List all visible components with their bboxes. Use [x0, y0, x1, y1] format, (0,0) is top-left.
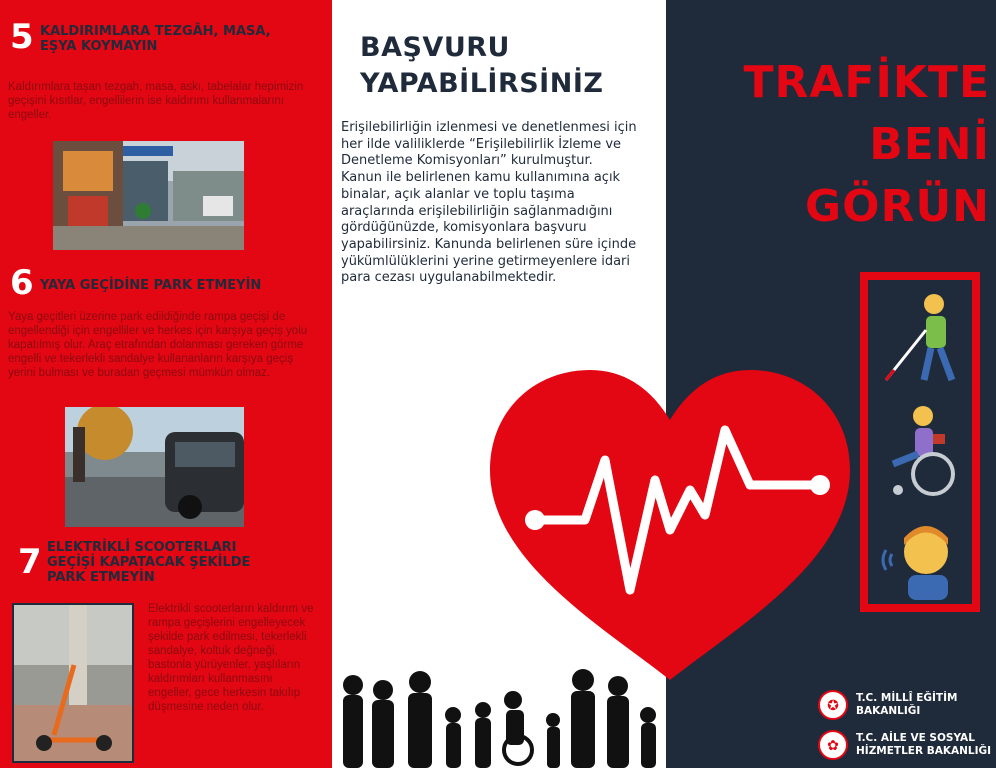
meb-logo-line2: BAKANLIĞI [856, 705, 921, 717]
item-7-number: 7 [18, 542, 42, 582]
item-6-title: YAYA GEÇİDİNE PARK ETMEYİN [40, 278, 262, 293]
people-silhouettes-icon [328, 660, 668, 768]
item-7-title-line2: GEÇİŞİ KAPATACAK ŞEKİLDE [47, 555, 251, 570]
item-5-title [40, 24, 330, 54]
item-5-number: 5 [10, 17, 34, 57]
apply-paragraph-2: Kanun ile belirlenen kamu kullanımına açık binalar, açık alanlar ve toplu taşıma araçlarında erişilebilirliğin sağlanmadığını gördüğünüzde, komisyonlara başvuru yapabilirsiniz. Kanunda belirlenen süre içinde yükümlülüklerini yerine getirmeyenlere idari para cezası uygulanabilmektedir. [341, 170, 637, 286]
ashb-logo-row [818, 730, 991, 760]
ashb-logo-icon: ✿ [818, 730, 848, 760]
item-6-body: Yaya geçitleri üzerine park edildiğinde rampa geçişi de engellendiği için engelliler ve herkes için karşıya geçiş yolu kapatılmış olur. Araç etrafından dolanması gereken görme engelli ve tekerlekli sandalye kullananların karşıya geçiş yerini bulması ve buradan geçmesi mümkün olmaz. [8, 311, 308, 379]
item-7-body: Elektrikli scooterların kaldırım ve rampa geçişlerini engelleyecek şekilde park edilmesi, tekerlekli sandalye, koltuk değneği, bastonla yürüyenler, yaşlıların kaldırımları kullanmasını engeller, gece herkesin takılıp düşmesine neden olur. [148, 603, 314, 713]
item-7-title-line1: ELEKTRİKLİ SCOOTERLARI [47, 540, 237, 555]
blind-person-with-cane-icon [876, 292, 966, 387]
meb-logo-line1: T.C. MİLLÎ EĞİTİM [856, 692, 958, 704]
item-7-title [47, 540, 307, 585]
deaf-person-icon [878, 520, 968, 600]
disability-icons-frame [860, 272, 980, 612]
car-on-crosswalk-photo [65, 407, 244, 527]
apply-paragraph-1: Erişilebilirliğin izlenmesi ve denetlenmesi için her ilde valiliklerde “Erişilebilirlik İzleme ve Denetleme Komisyonları” kurulmuştur. [341, 120, 637, 169]
heart-icon [480, 360, 860, 690]
see-me-title-line1: TRAFİKTE [743, 57, 990, 108]
see-me-title-line2: BENİ [869, 119, 990, 170]
ashb-logo-line1: T.C. AİLE VE SOSYAL [856, 732, 975, 744]
ashb-logo-text [856, 732, 991, 758]
meb-logo-row [818, 690, 957, 720]
see-me-title [700, 52, 990, 238]
apply-title-line1: BAŞVURU [360, 32, 510, 63]
item-5-title-line2: EŞYA KOYMAYIN [40, 39, 158, 54]
see-me-title-line3: GÖRÜN [805, 181, 990, 232]
person-in-wheelchair-icon [878, 404, 968, 499]
apply-title-line2: YAPABİLİRSİNİZ [360, 68, 604, 99]
apply-title [360, 30, 650, 102]
street-vendors-photo [53, 141, 244, 250]
item-7-title-line3: PARK ETMEYİN [47, 570, 155, 585]
item-5-title-line1: KALDIRIMLARA TEZGÂH, MASA, [40, 24, 271, 39]
item-5-body: Kaldırımlara taşan tezgah, masa, askı, tabelalar hepimizin geçişini kısıtlar, engellilerin ise kaldırımı kullanmalarını engeller. [8, 81, 304, 121]
ashb-logo-line2: HİZMETLER BAKANLIĞI [856, 745, 991, 757]
apply-body [341, 120, 641, 287]
item-6-number: 6 [10, 263, 34, 303]
meb-logo-text [856, 692, 957, 718]
scooter-photo [12, 603, 134, 763]
meb-logo-icon: ✪ [818, 690, 848, 720]
